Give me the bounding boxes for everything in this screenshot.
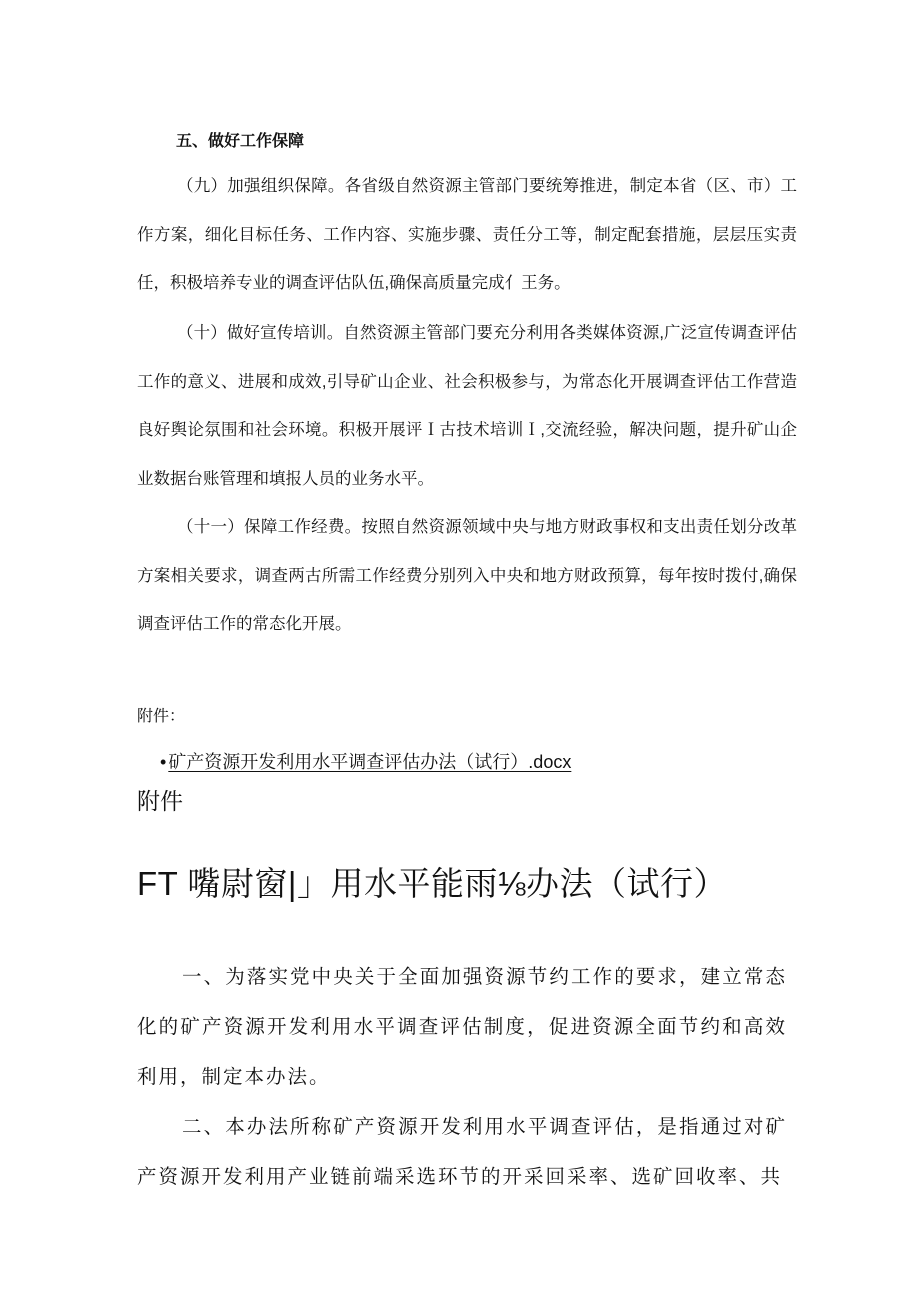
appendix-body: [137, 952, 787, 1202]
attachment-label: 附件：: [137, 708, 186, 725]
paragraph-publicity-training: [137, 309, 797, 503]
appendix-paragraph-2: 二、本办法所称矿产资源开发利用水平调查评估，是指通过对矿产资源开发利用产业链前端采选环节的开采回采率、选矿回收率、共: [137, 1115, 787, 1188]
appendix-paragraph-1: 一、为落实党中央关于全面加强资源节约工作的要求，建立常态化的矿产资源开发利用水平调查评估制度，促进资源全面节约和高效利用，制定本办法。: [137, 965, 787, 1088]
paragraph-organization-guarantee: [137, 162, 797, 308]
paragraph-text: （十一）保障工作经费。按照自然资源领域中央与地方财政事权和支出责任划分改革方案相关要求，调查两古所需工作经费分别列入中央和地方财政预算，每年按时拨付,确保调查评估工作的常态化开展。: [137, 518, 797, 633]
bullet-icon: •: [160, 752, 167, 772]
paragraph-text: （九）加强组织保障。各省级自然资源主管部门要统筹推进，制定本省（区、市）工作方案，细化目标任务、工作内容、实施步骤、责任分工等，制定配套措施，层层压实责任，积极培养专业的调查评估队伍,确保高质量完成亻王务。: [137, 177, 797, 292]
appendix-label: 附件: [137, 788, 183, 814]
paragraph-text: （十）做好宣传培训。自然资源主管部门要充分利用各类媒体资源,广泛宣传调查评估工作的意义、进展和成效,引导矿山企业、社会积极参与，为常态化开展调查评估工作营造良好舆论氛围和社会环境。积极开展评Ｉ古技术培训Ｉ,交流经验，解决问题，提升矿山企业数据台账管理和填报人员的业务水平。: [137, 324, 797, 488]
paragraph-funding-guarantee: [137, 503, 797, 649]
attachment-file-name[interactable]: 矿产资源开发利用水平调查评估办法（试行）.docx: [168, 752, 572, 772]
appendix-title: FT 嘴尉窗|」用水平能雨⅛办法（试行）: [137, 865, 727, 902]
section-heading: 五、做好工作保障: [176, 133, 305, 150]
attachment-file-link[interactable]: [160, 748, 571, 774]
